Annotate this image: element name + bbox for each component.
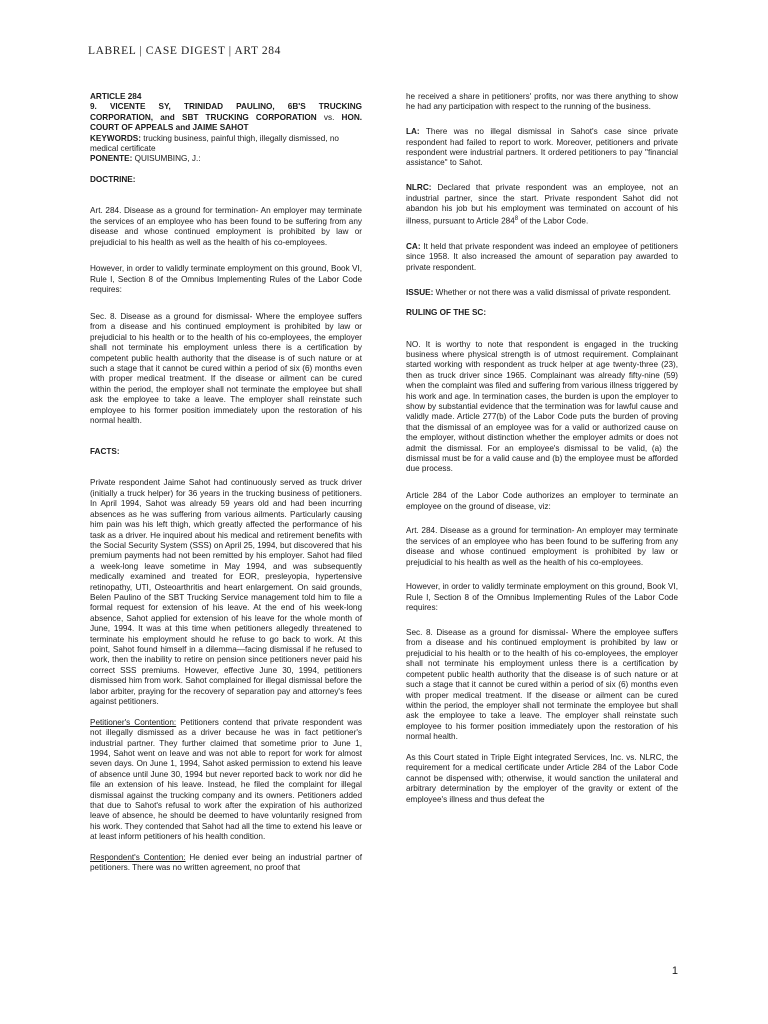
petitioner-contention-label: Petitioner's Contention: [90, 717, 177, 727]
ruling-paragraph: However, in order to validly terminate employment on this ground, Book VI, Rule I, Section 8 of the Omnibus Implementing Rules of the Labor Code requires: [406, 582, 678, 613]
la-label: LA: [406, 127, 420, 137]
ruling-heading: RULING OF THE SC: [406, 308, 487, 318]
page-header: LABREL | CASE DIGEST | ART 284 [88, 45, 281, 57]
ca-ruling [406, 242, 678, 273]
issue [406, 288, 678, 298]
keywords [90, 134, 362, 155]
right-column [406, 92, 678, 815]
footnote-marker: 8 [514, 216, 519, 223]
nlrc-text: Declared that private respondent was an employee, not an industrial partner, since the start. Private respondent Sahot did not abandon his job but his employment was terminated on account of his illness, pursuant to Article 284 [406, 183, 678, 227]
facts-paragraph: Private respondent Jaime Sahot had continuously served as truck driver (initially a truck helper) for 36 years in the trucking business of petitioners. In April 1994, Sahot was already 59 years old and had been incurring absences as he was suffering from various ailments. Particularly causing him pain was his left thigh, which greatly affected the performance of his task as a driver. He inquired about his medical and retirement benefits with the Social Security System (SSS) on April 25, 1994, but discovered that his premium payments had not been remitted by his employer. Sahot had filed a week-long leave sometime in May 1994, and was subsequently medically examined and treated for EOR, presleyopia, hypertensive retinopathy, UTI, Osteoarthritis and heart enlargement. On said grounds, Belen Paulino of the SBT Trucking Service management told him to file a formal request for extension of his leave. At the end of his week-long absence, Sahot applied for extension of his leave for the whole month of June, 1994. It was at this time when petitioners allegedly threatened to terminate his employment should he refuse to go back to work. At this point, Sahot found himself in a dilemma—facing dismissal if he refused to work, then the inability to retire on pension since petitioners never paid his correct SSS premiums. However, effective June 30, 1994, petitioners dismissed him from work. Sahot complained for illegal dismissal before the labor arbiter, praying for the recovery of separation pay and attorney's fees against petitioners. [90, 478, 362, 707]
article-label: ARTICLE 284 [90, 92, 142, 101]
respondent-contention [90, 853, 362, 874]
continued-paragraph: he received a share in petitioners' profits, nor was there anything to show he had any participation with respect to the running of the business. [406, 92, 678, 112]
ruling-paragraph: NO. It is worthy to note that respondent is engaged in the trucking business where physical strength is of utmost requirement. Complainant started working with respondent as truck helper at age twenty-three (23), then as truck driver since 1965. Complainant was already fifty-nine (59) when the complaint was filed and suffering from various illness triggered by his work and age. In termination cases, the burden is upon the employer to show by substantial evidence that the termination was for lawful cause and validly made. Article 277(b) of the Labor Code puts the burden of proving that the dismissal of an employee was for a valid or authorized cause on the employer, without distinction whether the employer admits or does not admit the dismissal. For an employee's dismissal to be valid, (a) the dismissal must be for a valid cause and (b) the employee must be afforded due process. [406, 339, 678, 474]
keywords-text: trucking business, painful thigh, illegally dismissed, no medical certificate [90, 133, 339, 154]
case-title [90, 102, 362, 133]
issue-label: ISSUE: [406, 287, 434, 297]
nlrc-label: NLRC: [406, 183, 432, 193]
la-text: There was no illegal dismissal in Sahot's case since private respondent had failed to report to work. Moreover, petitioners and private respondent were industrial partners. It ordered petitioners to pay "financial assistance" to Sahot. [406, 127, 678, 168]
left-column [90, 92, 362, 884]
facts-heading: FACTS: [90, 447, 120, 457]
quoted-article: Art. 284. Disease as a ground for termination- An employer may terminate the services of an employee who has been found to be suffering from any disease and whose continued employment is prohibited by law or prejudicial to his health as well as the health of his co-employees. [406, 526, 678, 567]
case-title-respondents: HON. COURT OF APPEALS and JAIME SAHOT [90, 112, 363, 133]
respondent-contention-text: He denied ever being an industrial partner of petitioners. There was no written agreement, no proof that [90, 853, 362, 873]
case-vs: vs. [316, 112, 342, 122]
doctrine-paragraph: Art. 284. Disease as a ground for termination- An employer may terminate the services of an employee who has been found to be suffering from any disease and whose continued employment is prohibited by law or prejudicial to his health as well as the health of his co-employees. [90, 206, 362, 247]
nlrc-tail: of the Labor Code. [518, 217, 589, 227]
keywords-label: KEYWORDS: [90, 133, 141, 143]
la-ruling [406, 127, 678, 169]
issue-text: Whether or not there was a valid dismissal of private respondent. [433, 287, 671, 297]
nlrc-ruling [406, 183, 678, 227]
ruling-paragraph: Article 284 of the Labor Code authorizes an employer to terminate an employee on the ground of disease, viz: [406, 491, 678, 511]
doctrine-paragraph: Sec. 8. Disease as a ground for dismissal- Where the employee suffers from a disease and his continued employment is prohibited by law or prejudicial to his health or to the health of his co-employees, the employer shall not terminate his employment unless there is a certification by competent public health authority that the disease is of such nature or at such a stage that it cannot be cured within a period of six (6) months even with proper medical treatment. If the disease or ailment can be cured within the period, the employer shall not terminate the employee but shall ask the employee to take a leave. The employer shall reinstate such employee to his former position immediately upon the restoration of his normal health. [90, 312, 362, 426]
page-number: 1 [671, 965, 678, 977]
ca-label: CA: [406, 241, 421, 251]
ca-text: It held that private respondent was indeed an employee of petitioners since 1958. It also increased the amount of separation pay awarded to private respondent. [406, 241, 678, 272]
quoted-section: Sec. 8. Disease as a ground for dismissal- Where the employee suffers from a disease and his continued employment is prohibited by law or prejudicial to his health or to the health of his co-employees, the employer shall not terminate his employment unless there is a certification by competent public health authority that the disease is of such nature or at such a stage that it cannot be cured within a period of six (6) months even with proper medical treatment. If the disease or ailment can be cured within the period, the employer shall not terminate the employee but shall ask the employee to take a leave. The employer shall reinstate such employee to his former position immediately upon the restoration of his normal health. [406, 628, 678, 742]
ruling-paragraph: As this Court stated in Triple Eight integrated Services, Inc. vs. NLRC, the requirement for a medical certificate under Article 284 of the Labor Code cannot be dispensed with; otherwise, it would sanction the unilateral and arbitrary determination by the employer of the gravity or extent of the employee's illness and thus defeat the [406, 752, 678, 804]
ponente-label: PONENTE: [90, 154, 133, 164]
petitioner-contention [90, 718, 362, 843]
case-title-petitioners: 9. VICENTE SY, TRINIDAD PAULINO, 6B'S TRUCKING CORPORATION, and SBT TRUCKING CORPORATION [90, 102, 362, 122]
doctrine-heading: DOCTRINE: [90, 175, 136, 185]
petitioner-contention-text: Petitioners contend that private respondent was not illegally dismissed as a driver because he was in fact petitioner's industrial partner. They further claimed that sometime prior to June 1, 1994, Sahot went on leave and was not able to report for work for almost seven days. On June 1, 1994, Sahot asked permission to extend his leave of absence until June 30, 1994 but never reported back to work nor did he file an extension of his leave. Instead, he filed the complaint for illegal dismissal against the trucking company and its owners. Petitioners added that due to Sahot's refusal to work after the expiration of his authorized leave of absence, he should be deemed to have voluntarily resigned from his work. They contended that Sahot had all the time to extend his leave or at least inform petitioners of his health condition. [90, 717, 362, 842]
doctrine-paragraph: However, in order to validly terminate employment on this ground, Book VI, Rule I, Section 8 of the Omnibus Implementing Rules of the Labor Code requires: [90, 264, 362, 295]
ponente-text: QUISUMBING, J.: [132, 154, 201, 164]
ponente [90, 154, 362, 164]
respondent-contention-label: Respondent's Contention: [90, 853, 186, 863]
